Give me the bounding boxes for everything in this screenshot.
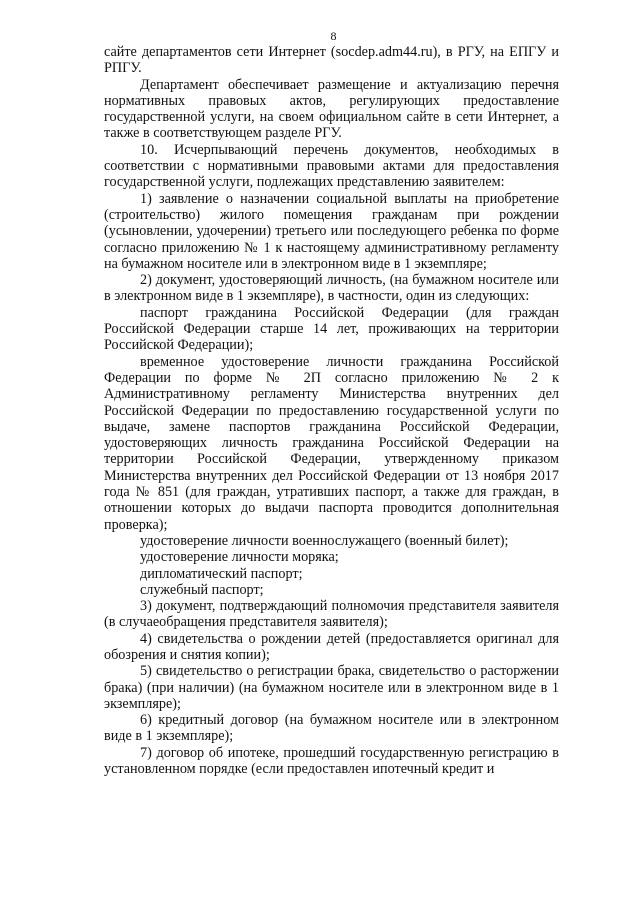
paragraph: удостоверение личности моряка; — [140, 549, 339, 566]
paragraph: 4) свидетельства о рождении детей (предоставляется оригинал для обозрения и снятия копии); — [104, 630, 559, 663]
paragraph: дипломатический паспорт; — [140, 565, 303, 582]
paragraph: 1) заявление о назначении социальной выплаты на приобретение (строительство) жилого помещения гражданам при рождении (усыновлении, удочерении) третьего или последующего ребенка по форме согласно приложению № 1 к настоящему административному регламенту на бумажном носителе или в электронном виде в 1 экземпляре; — [104, 190, 559, 272]
paragraph: 10. Исчерпывающий перечень документов, необходимых в соответствии с нормативными правовыми актами для предоставления государственной услуги, подлежащих представлению заявителем: — [104, 141, 559, 191]
paragraph: 6) кредитный договор (на бумажном носителе или в электронном виде в 1 экземпляре); — [104, 712, 559, 745]
document-body — [104, 44, 559, 777]
paragraph: 5) свидетельство о регистрации брака, свидетельство о расторжении брака) (при наличии) (на бумажном носителе или в электронном виде в 1 экземпляре); — [104, 663, 559, 712]
paragraph: сайте департаментов сети Интернет (socdep.adm44.ru), в РГУ, на ЕПГУ и РПГУ. — [104, 44, 559, 77]
paragraph: 7) договор об ипотеке, прошедший государственную регистрацию в установленном порядке (если предоставлен ипотечный кредит и — [104, 744, 559, 778]
paragraph: 3) документ, подтверждающий полномочия представителя заявителя (в случаеобращения представителя заявителя); — [104, 598, 559, 631]
paragraph: удостоверение личности военнослужащего (военный билет); — [140, 532, 509, 549]
paragraph: служебный паспорт; — [140, 581, 264, 598]
paragraph: 2) документ, удостоверяющий личность, (на бумажном носителе или в электронном виде в 1 экземпляре), в частности, один из следующих: — [104, 272, 559, 305]
document-page — [104, 28, 559, 777]
paragraph: временное удостоверение личности гражданина Российской Федерации по форме № 2П согласно приложению № 2 к Административному регламенту Министерства внутренних дел Российской Федерации по предоставлению государственной услуги по выдаче, замене паспортов гражданина Российской Федерации, удостоверяющих личность гражданина Российской Федерации на территории Российской Федерации, утвержденному приказом Министерства внутренних дел Российской Федерации от 13 ноября 2017 года № 851 (для граждан, утративших паспорт, а также для граждан, в отношении которых до выдачи паспорта проводится дополнительная проверка); — [104, 353, 559, 533]
page-number: 8 — [330, 29, 337, 43]
paragraph: Департамент обеспечивает размещение и актуализацию перечня нормативных правовых актов, регулирующих предоставление государственной услуги, на своем официальном сайте в сети Интернет, а также в соответствующем разделе РГУ. — [104, 76, 559, 142]
paragraph: паспорт гражданина Российской Федерации (для граждан Российской Федерации старше 14 лет, проживающих на территории Российской Федерации); — [104, 304, 559, 354]
